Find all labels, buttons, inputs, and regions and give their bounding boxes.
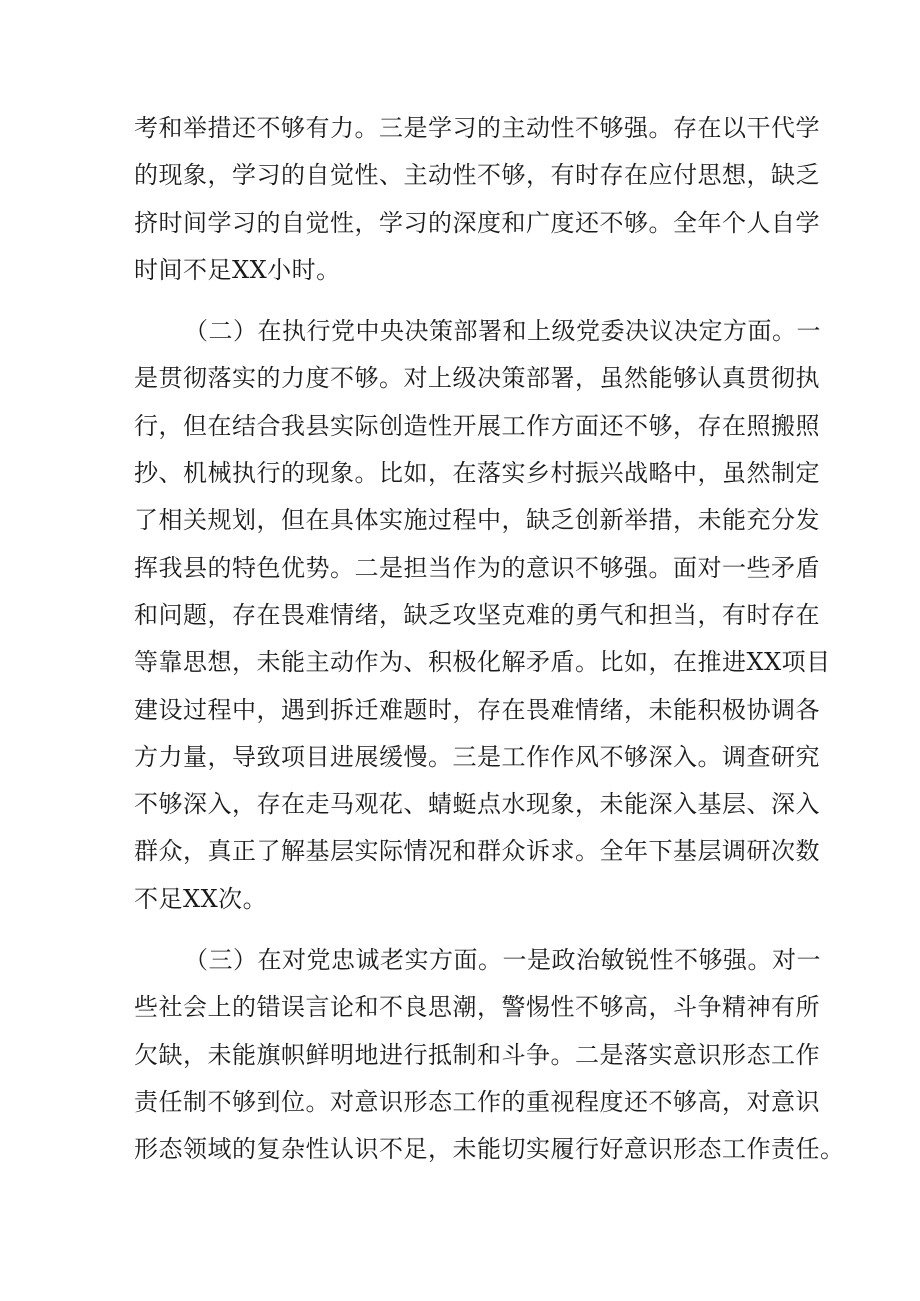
text-line: 群众，真正了解基层实际情况和群众诉求。全年下基层调研次数 bbox=[134, 837, 820, 866]
text-line: 挤时间学习的自觉性，学习的深度和广度还不够。全年个人自学 bbox=[134, 208, 820, 237]
text-line: （三）在对党忠诚老实方面。一是政治敏锐性不够强。对一 bbox=[184, 946, 821, 975]
text-line: 是贯彻落实的力度不够。对上级决策部署，虽然能够认真贯彻执 bbox=[134, 364, 820, 393]
text-line: 了相关规划，但在具体实施过程中，缺乏创新举措，未能充分发 bbox=[134, 506, 820, 535]
paragraph-section-two bbox=[134, 308, 831, 923]
text-line: 时间不足XX小时。 bbox=[134, 255, 341, 284]
text-line: 些社会上的错误言论和不良思潮，警惕性不够高，斗争精神有所 bbox=[134, 993, 820, 1022]
text-line: 建设过程中，遇到拆迁难题时，存在畏难情绪，未能积极协调各 bbox=[134, 695, 820, 724]
text-line: 形态领域的复杂性认识不足，未能切实履行好意识形态工作责任。 bbox=[134, 1135, 845, 1164]
text-line: 考和举措还不够有力。三是学习的主动性不够强。存在以干代学 bbox=[134, 114, 820, 142]
text-line: 责任制不够到位。对意识形态工作的重视程度还不够高，对意识 bbox=[134, 1087, 820, 1116]
text-line: 方力量，导致项目进展缓慢。三是工作作风不够深入。调查研究 bbox=[134, 742, 820, 771]
text-line: 挥我县的特色优势。二是担当作为的意识不够强。面对一些矛盾 bbox=[134, 553, 820, 582]
paragraph-section-three bbox=[134, 937, 845, 1173]
text-line: （二）在执行党中央决策部署和上级党委决议决定方面。一 bbox=[184, 317, 821, 346]
paragraph-study-initiative bbox=[134, 105, 820, 294]
text-line: 欠缺，未能旗帜鲜明地进行抵制和斗争。二是落实意识形态工作 bbox=[134, 1040, 820, 1069]
text-line: 不够深入，存在走马观花、蜻蜓点水现象，未能深入基层、深入 bbox=[134, 790, 820, 819]
text-line: 不足XX次。 bbox=[134, 884, 268, 913]
document-body bbox=[134, 105, 845, 1174]
text-line: 和问题，存在畏难情绪，缺乏攻坚克难的勇气和担当，有时存在 bbox=[134, 600, 820, 629]
text-line: 的现象，学习的自觉性、主动性不够，有时存在应付思想，缺乏 bbox=[134, 161, 820, 190]
text-line: 抄、机械执行的现象。比如，在落实乡村振兴战略中，虽然制定 bbox=[134, 459, 820, 488]
text-line: 等靠思想，未能主动作为、积极化解矛盾。比如，在推进XX项目 bbox=[134, 648, 831, 677]
text-line: 行，但在结合我县实际创造性开展工作方面还不够，存在照搬照 bbox=[134, 411, 820, 440]
